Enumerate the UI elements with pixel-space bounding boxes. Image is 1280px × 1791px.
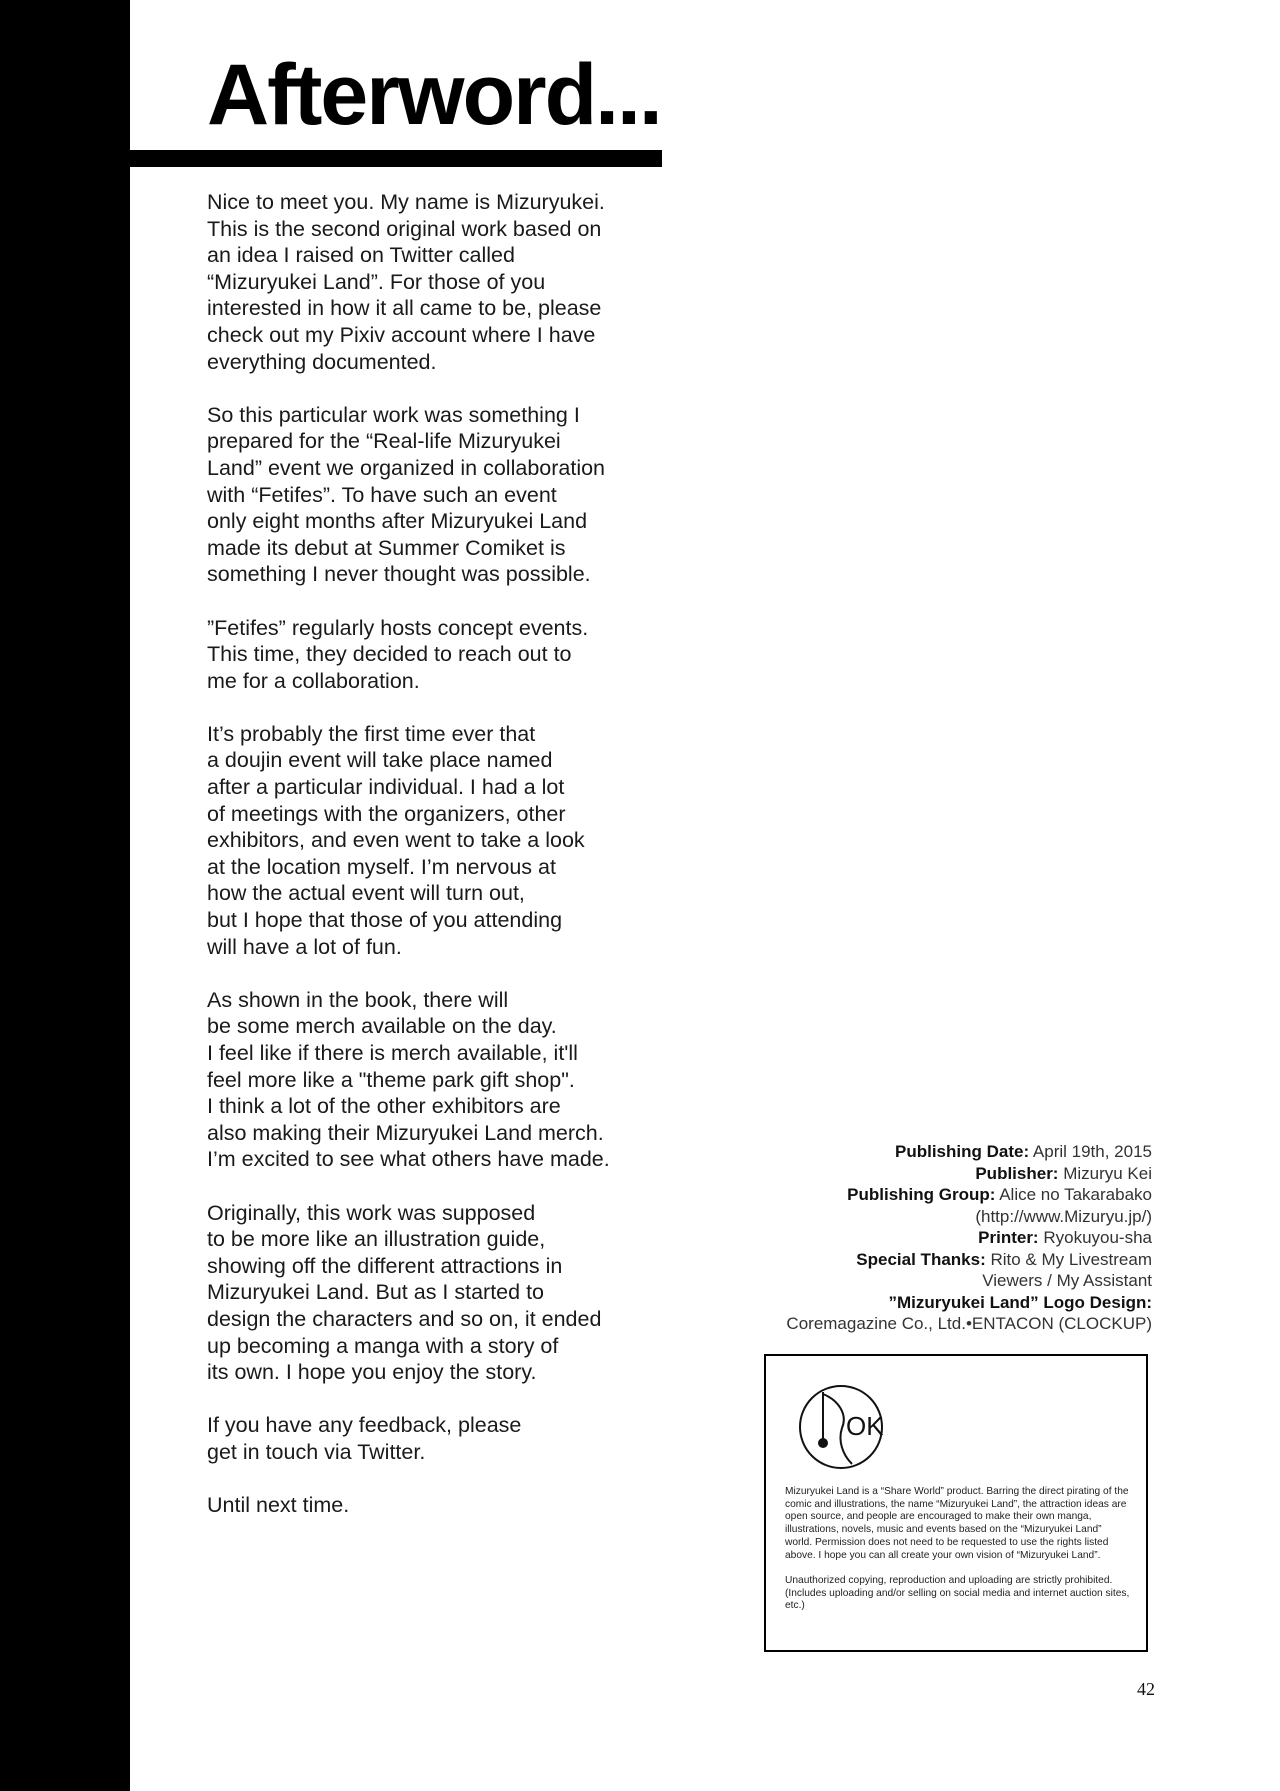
credit-value: Ryokuyou-sha [1038, 1228, 1152, 1247]
afterword-body [207, 189, 677, 1545]
credit-value: Rito & My Livestream [985, 1249, 1152, 1269]
credit-special-thanks-cont [692, 1270, 1152, 1292]
title-underline-rule [130, 150, 662, 167]
notice-text [785, 1486, 1131, 1626]
credit-label: Publisher: [975, 1163, 1059, 1183]
credit-publishing-group-url [692, 1206, 1152, 1228]
credit-printer [692, 1227, 1152, 1249]
credit-value: Coremagazine Co., Ltd.•ENTACON (CLOCKUP) [786, 1314, 1152, 1333]
credit-label: Printer: [978, 1228, 1039, 1247]
left-black-margin [0, 0, 130, 1791]
body-paragraph-8: Until next time. [207, 1493, 350, 1518]
credit-label: Publishing Date: [895, 1142, 1030, 1161]
body-paragraph-7: If you have any feedback, please get in touch via Twitter. [207, 1413, 522, 1464]
credit-publisher [692, 1163, 1152, 1185]
body-paragraph-5: As shown in the book, there will be some merch available on the day. I feel like if there is merch available, it'll feel more like a "theme park gift shop". I think a lot of the other exhibitors are also making their Mizuryukei Land merch. I’m excited to see what others have made. [207, 987, 610, 1172]
share-world-notice-box [764, 1354, 1148, 1652]
credit-value: Mizuryu Kei [1058, 1163, 1152, 1183]
credit-label: Publishing Group: [847, 1185, 996, 1204]
notice-paragraph-2: Unauthorized copying, reproduction and uploading are strictly prohibited. (Includes uploading and/or selling on social media and internet auction sites, etc.) [785, 1574, 1130, 1612]
ok-logo-text: OK [846, 1411, 884, 1441]
credit-value: April 19th, 2015 [1029, 1142, 1152, 1161]
credit-logo-design [692, 1292, 1152, 1314]
credit-label: ”Mizuryukei Land” Logo Design: [888, 1292, 1152, 1312]
page-title: Afterword... [207, 47, 661, 143]
body-paragraph-6: Originally, this work was supposed to be more like an illustration guide, showing off the different attractions in Mizuryukei Land. But as I started to design the characters and so on, it ended up becoming a manga with a story of its own. I hope you enjoy the story. [207, 1200, 602, 1385]
credit-special-thanks [692, 1249, 1152, 1271]
credit-publishing-group [692, 1184, 1152, 1206]
notice-paragraph-1: Mizuryukei Land is a “Share World” product. Barring the direct pirating of the comic and illustrations, the name “Mizuryukei Land”, the attraction ideas are open source, and people are encouraged to make their own manga, illustrations, novels, music and events based on the “Mizuryukei Land” world. Permission does not need to be requested to use the rights listed above. I hope you can all create your own vision of “Mizuryukei Land”. [785, 1486, 1129, 1561]
credit-value: Viewers / My Assistant [982, 1271, 1152, 1290]
body-paragraph-2: So this particular work was something I prepared for the “Real-life Mizuryukei Land” event we organized in collaboration with “Fetifes”. To have such an event only eight months after Mizuryukei Land made its debut at Summer Comiket is something I never thought was possible. [207, 402, 606, 587]
credit-value: Alice no Takarabako [995, 1185, 1152, 1204]
credit-logo-design-value [692, 1313, 1152, 1335]
body-paragraph-3: ”Fetifes” regularly hosts concept events. This time, they decided to reach out to me for a collaboration. [207, 615, 589, 693]
credit-label: Special Thanks: [856, 1249, 986, 1269]
publication-credits [692, 1141, 1152, 1335]
ok-logo-icon [796, 1382, 886, 1472]
body-paragraph-1: Nice to meet you. My name is Mizuryukei. This is the second original work based on an idea I raised on Twitter called “Mizuryukei Land”. For those of you interested in how it all came to be, please check out my Pixiv account where I have everything documented. [207, 190, 605, 374]
credit-value: (http://www.Mizuryu.jp/) [975, 1206, 1152, 1226]
body-paragraph-4: It’s probably the first time ever that a doujin event will take place named after a particular individual. I had a lot of meetings with the organizers, other exhibitors, and even went to take a look at the location myself. I’m nervous at how the actual event will turn out, but I hope that those of you attending will have a lot of fun. [207, 721, 585, 959]
page-number: 42 [1137, 1679, 1155, 1699]
credit-publishing-date [692, 1141, 1152, 1163]
